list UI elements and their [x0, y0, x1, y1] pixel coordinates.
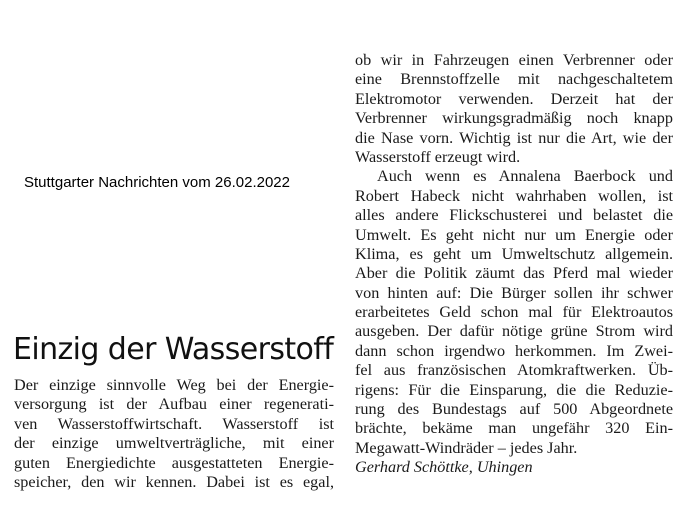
- text-line: Aber die Politik zäumt das Pferd mal wieder: [355, 264, 673, 283]
- text-line: alles andere Flickschusterei und belastet die: [355, 206, 673, 225]
- text-line: rung des Bundestags auf 500 Abgeordnete: [355, 400, 673, 419]
- text-line: speicher, den wir kennen. Dabei ist es egal,: [14, 472, 334, 491]
- text-line: Megawatt-Windräder – jedes Jahr.: [355, 438, 578, 457]
- text-line: dann schon irgendwo herkommen. Im Zwei-: [355, 341, 673, 360]
- source-note: Stuttgarter Nachrichten vom 26.02.2022: [24, 174, 290, 191]
- text-line: der einzige umweltverträgliche, mit einer: [14, 434, 334, 453]
- author-signature: Gerhard Schöttke, Uhingen: [355, 458, 533, 477]
- text-line: Robert Habeck nicht wahrhaben wollen, ist: [355, 186, 673, 205]
- text-line: ob wir in Fahrzeugen einen Verbrenner oder: [355, 51, 673, 69]
- text-line: erarbeitetes Geld schon mal für Elektroautos: [355, 303, 673, 322]
- text-line: ven Wasserstoffwirtschaft. Wasserstoff ist: [14, 414, 334, 433]
- text-line: Der einzige sinnvolle Weg bei der Energie-: [14, 376, 334, 394]
- text-line: ausgeben. Der dafür nötige grüne Strom wird: [355, 322, 673, 341]
- text-line: guten Energiedichte ausgestatteten Energie-: [14, 453, 334, 472]
- text-line: Klima, es geht um Umweltschutz allgemein.: [355, 244, 673, 263]
- text-line: von hinten auf: Die Bürger sollen ihr schwer: [355, 283, 673, 302]
- text-line: brächte, bekäme man ungefähr 320 Ein-: [355, 419, 673, 438]
- article-column-right: [355, 51, 673, 478]
- article-headline: Einzig der Wasserstoff: [13, 332, 334, 367]
- text-line: Verbrenner wirkungsgradmäßig noch knapp: [355, 109, 673, 128]
- text-line: eine Brennstoffzelle mit nachgeschaltetem: [355, 70, 673, 89]
- text-line: Elektromotor verwenden. Derzeit hat der: [355, 89, 673, 108]
- text-line: Umwelt. Es geht nicht nur um Energie oder: [355, 225, 673, 244]
- text-line: fel aus französischen Atomkraftwerken. Üb-: [355, 361, 673, 380]
- article-column-left: [14, 376, 334, 492]
- text-line: versorgung ist der Aufbau einer regenerati-: [14, 395, 334, 414]
- text-line: die Nase vorn. Wichtig ist nur die Art, wie der: [355, 128, 673, 147]
- text-line: rigens: Für die Einsparung, die die Reduzie-: [355, 380, 673, 399]
- text-line: Wasserstoff erzeugt wird.: [355, 147, 521, 166]
- text-line: Auch wenn es Annalena Baerbock und: [377, 167, 673, 186]
